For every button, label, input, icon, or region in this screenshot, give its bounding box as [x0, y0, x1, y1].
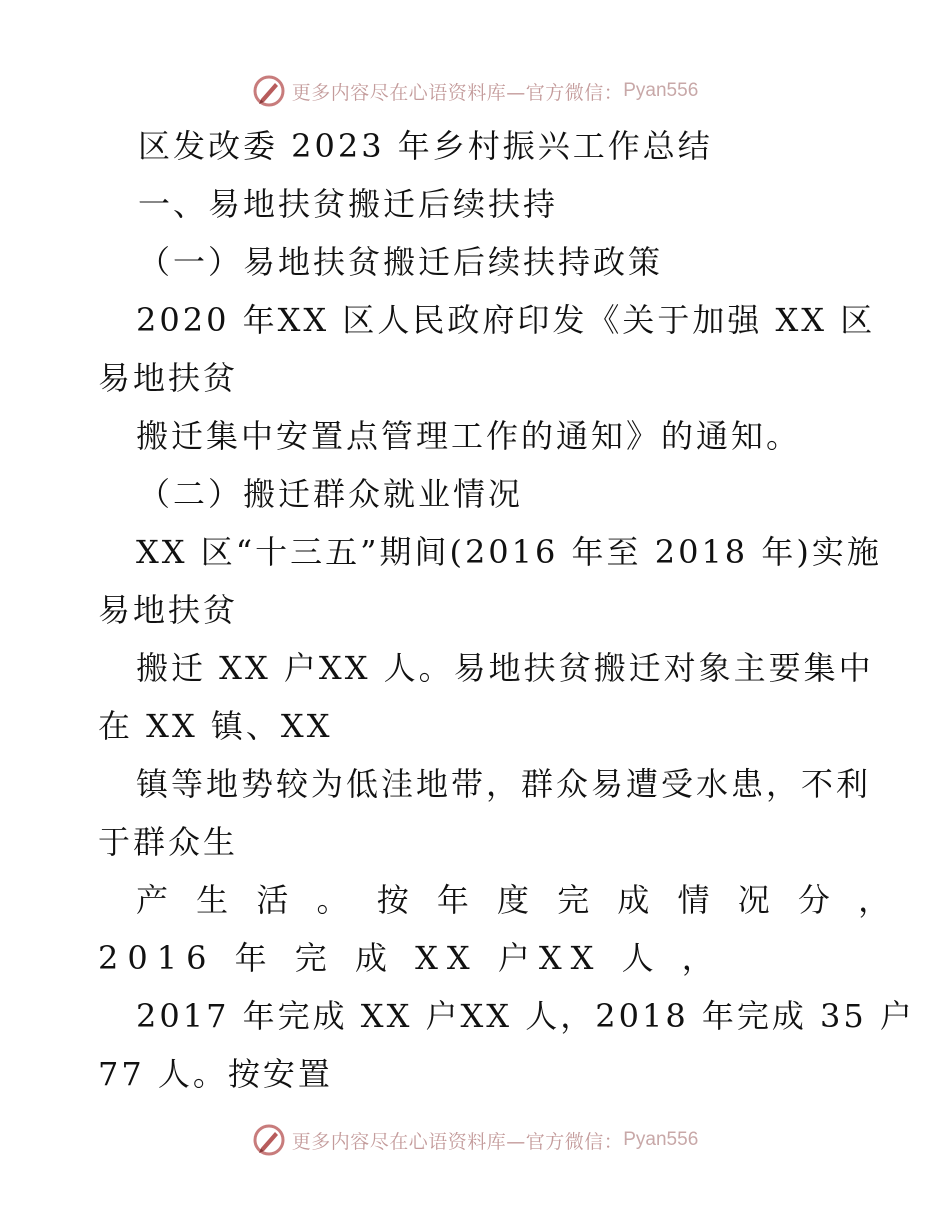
- paragraph-line: 易地扶贫: [98, 591, 239, 629]
- pen-logo-icon: [252, 74, 286, 108]
- paragraph-line: 77 人。按安置: [98, 1055, 333, 1093]
- subsection-heading: （二）搬迁群众就业情况: [138, 475, 524, 513]
- watermark-wechat-id: Pyan556: [623, 80, 699, 101]
- header-watermark: [0, 71, 950, 111]
- paragraph-line: 搬迁 XX 户XX 人。易地扶贫搬迁对象主要集中: [136, 649, 874, 687]
- paragraph-line: 在 XX 镇、XX: [98, 707, 333, 745]
- paragraph-line: 2016 年 完 成 XX 户XX 人 ，: [98, 939, 723, 977]
- paragraph-line: 2017 年完成 XX 户XX 人，2018 年完成 35 户: [136, 997, 915, 1035]
- watermark-text: 更多内容尽在心语资料库—官方微信：: [291, 81, 624, 104]
- section-heading: 一、易地扶贫搬迁后续扶持: [138, 185, 559, 223]
- pen-logo-icon: [252, 1123, 286, 1157]
- paragraph-line: 易地扶贫: [98, 359, 239, 397]
- paragraph-line: 镇等地势较为低洼地带，群众易遭受水患，不利: [136, 765, 872, 803]
- document-title: 区发改委 2023 年乡村振兴工作总结: [138, 127, 713, 165]
- paragraph-line: XX 区“十三五”期间(2016 年至 2018 年)实施: [136, 533, 882, 571]
- paragraph-line: 2020 年XX 区人民政府印发《关于加强 XX 区: [136, 301, 876, 339]
- paragraph-line: 于群众生: [98, 823, 239, 861]
- watermark-wechat-id: Pyan556: [623, 1129, 699, 1150]
- subsection-heading: （一）易地扶贫搬迁后续扶持政策: [138, 243, 664, 281]
- paragraph-line: 产 生 活 。 按 年 度 完 成 情 况 分 ，: [136, 881, 900, 919]
- paragraph-line: 搬迁集中安置点管理工作的通知》的通知。: [136, 417, 802, 455]
- footer-watermark: [0, 1120, 950, 1160]
- watermark-text: 更多内容尽在心语资料库—官方微信：: [291, 1130, 624, 1153]
